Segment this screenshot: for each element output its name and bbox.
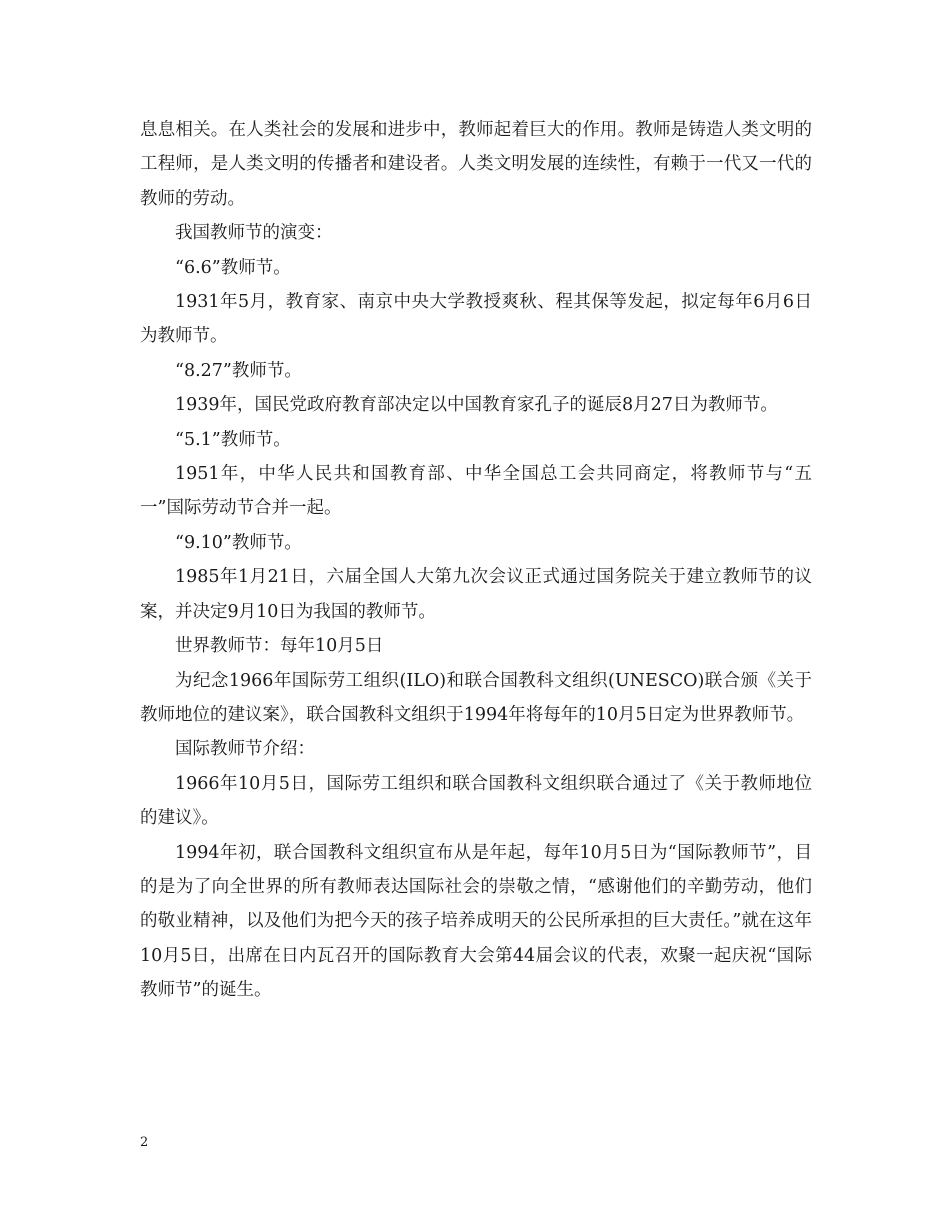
paragraph-6: 1939年，国民党政府教育部决定以中国教育家孔子的诞辰8月27日为教师节。 [175,395,778,416]
paragraph-10: 1985年1月21日，六届全国人大第九次会议正式通过国务院关于建立教师节的议案，并决定9月10日为我国的教师节。 [140,567,812,622]
paragraph-4: 1931年5月，教育家、南京中央大学教授爽秋、程其保等发起，拟定每年6月6日为教师节。 [140,292,812,347]
paragraph-11: 世界教师节：每年10月5日 [175,636,384,657]
paragraph-12: 为纪念1966年国际劳工组织(ILO)和联合国教科文组织(UNESCO)联合颁《关于教师地位的建议案》，联合国教科文组织于1994年将每年的10月5日定为世界教师节。 [140,670,812,725]
paragraph-2: 我国教师节的演变： [175,223,333,244]
document-body [140,113,812,1008]
page-number: 2 [140,1135,149,1150]
paragraph-9: “9.10”教师节。 [175,532,302,553]
paragraph-8: 1951年，中华人民共和国教育部、中华全国总工会共同商定，将教师节与“五一”国际劳动节合并一起。 [140,464,812,519]
paragraph-1: 息息相关。在人类社会的发展和进步中，教师起着巨大的作用。教师是铸造人类文明的工程师，是人类文明的传播者和建设者。人类文明发展的连续性，有赖于一代又一代的教师的劳动。 [140,120,812,209]
paragraph-14: 1966年10月5日，国际劳工组织和联合国教科文组织联合通过了《关于教师地位的建议》。 [140,773,812,829]
paragraph-15: 1994年初，联合国教科文组织宣布从是年起，每年10月5日为“国际教师节”，目的是为了向全世界的所有教师表达国际社会的崇敬之情，“感谢他们的辛勤劳动，他们的敬业精神，以及他们为把今天的孩子培养成明天的公民所承担的巨大责任。”就在这年10月5日，出席在日内瓦召开的国际教育大会第44届会议的代表，欢聚一起庆祝“国际教师节”的诞生。 [140,842,812,1001]
paragraph-13: 国际教师节介绍： [175,739,315,760]
paragraph-5: “8.27”教师节。 [175,360,302,381]
paragraph-3: “6.6”教师节。 [175,257,291,278]
paragraph-7: “5.1”教师节。 [175,429,291,450]
